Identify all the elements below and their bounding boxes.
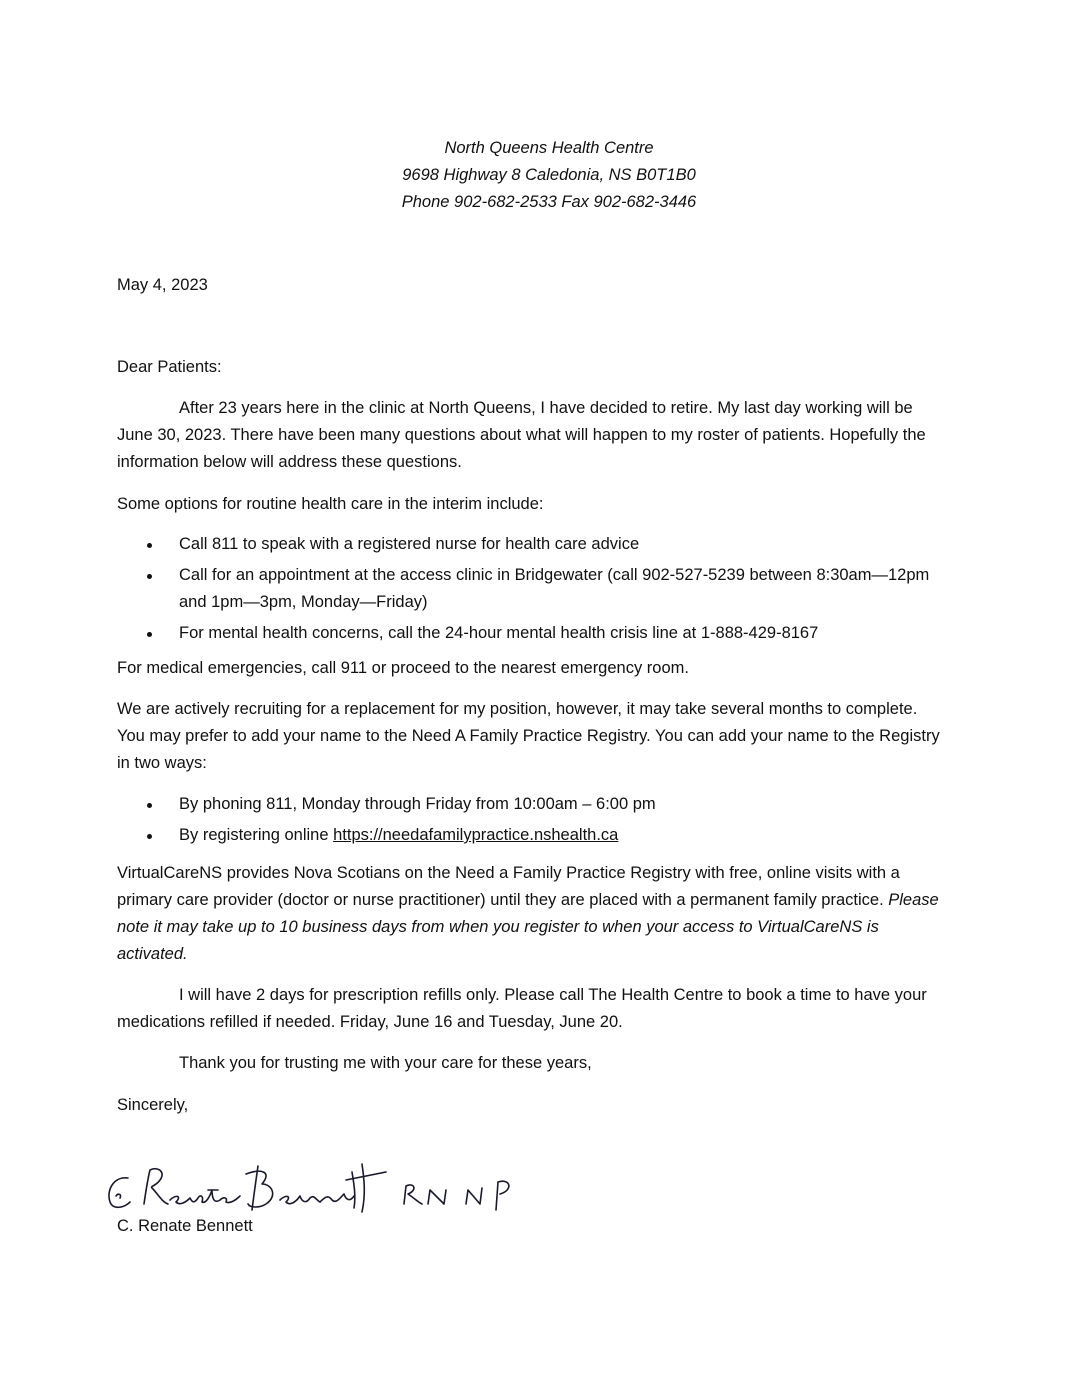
emergency-note: For medical emergencies, call 911 or proceed to the nearest emergency room. — [117, 659, 689, 677]
thanks-line: Thank you for trusting me with your care for these years, — [179, 1054, 592, 1072]
handwritten-signature — [100, 1160, 530, 1220]
bullet-icon — [147, 834, 152, 839]
list-item: By registering online https://needafamilypractice.nshealth.ca — [117, 822, 947, 849]
options-intro: Some options for routine health care in the interim include: — [117, 495, 544, 513]
bullet-icon — [147, 543, 152, 548]
registry-ways-list — [117, 791, 947, 849]
closing: Sincerely, — [117, 1096, 189, 1114]
list-item: Call for an appointment at the access clinic in Bridgewater (call 902-527-5239 between 8:30am—12pm and 1pm—3pm, Monday—Friday) — [117, 562, 947, 616]
options-list — [117, 531, 947, 647]
intro-paragraph: After 23 years here in the clinic at North Queens, I have decided to retire. My last day working will be June 30, 2023. There have been many questions about what will happen to my roster of patients. Hopefully the information below will address these questions. — [117, 399, 926, 471]
letterhead-org: North Queens Health Centre — [444, 139, 654, 157]
list-item: By phoning 811, Monday through Friday from 10:00am – 6:00 pm — [117, 791, 947, 818]
refills-paragraph: I will have 2 days for prescription refills only. Please call The Health Centre to book a time to have your medications refilled if needed. Friday, June 16 and Tuesday, June 20. — [117, 986, 927, 1031]
virtualcare-text: VirtualCareNS provides Nova Scotians on the Need a Family Practice Registry with free, online visits with a primary care provider (doctor or nurse practitioner) until they are placed with a permanent family practice. — [117, 864, 900, 909]
salutation: Dear Patients: — [117, 358, 222, 376]
virtualcare-note: Please note it may take up to 10 business days from when you register to when your access to VirtualCareNS is activated. — [117, 891, 939, 963]
letterhead — [0, 135, 1084, 216]
bullet-icon — [147, 632, 152, 637]
bullet-icon — [147, 803, 152, 808]
virtualcare-paragraph — [117, 860, 947, 968]
list-item: Call 811 to speak with a registered nurse for health care advice — [117, 531, 947, 558]
list-item: For mental health concerns, call the 24-hour mental health crisis line at 1-888-429-8167 — [117, 620, 947, 647]
letter-date: May 4, 2023 — [117, 276, 208, 294]
signer-name: C. Renate Bennett — [117, 1217, 253, 1235]
bullet-icon — [147, 574, 152, 579]
letterhead-contact: Phone 902-682-2533 Fax 902-682-3446 — [401, 193, 697, 211]
registry-link[interactable]: https://needafamilypractice.nshealth.ca — [333, 826, 619, 844]
letterhead-address: 9698 Highway 8 Caledonia, NS B0T1B0 — [402, 166, 696, 184]
recruiting-paragraph: We are actively recruiting for a replacement for my position, however, it may take several months to complete. You may prefer to add your name to the Need A Family Practice Registry. You can add your name to the Registry in two ways: — [117, 700, 940, 772]
